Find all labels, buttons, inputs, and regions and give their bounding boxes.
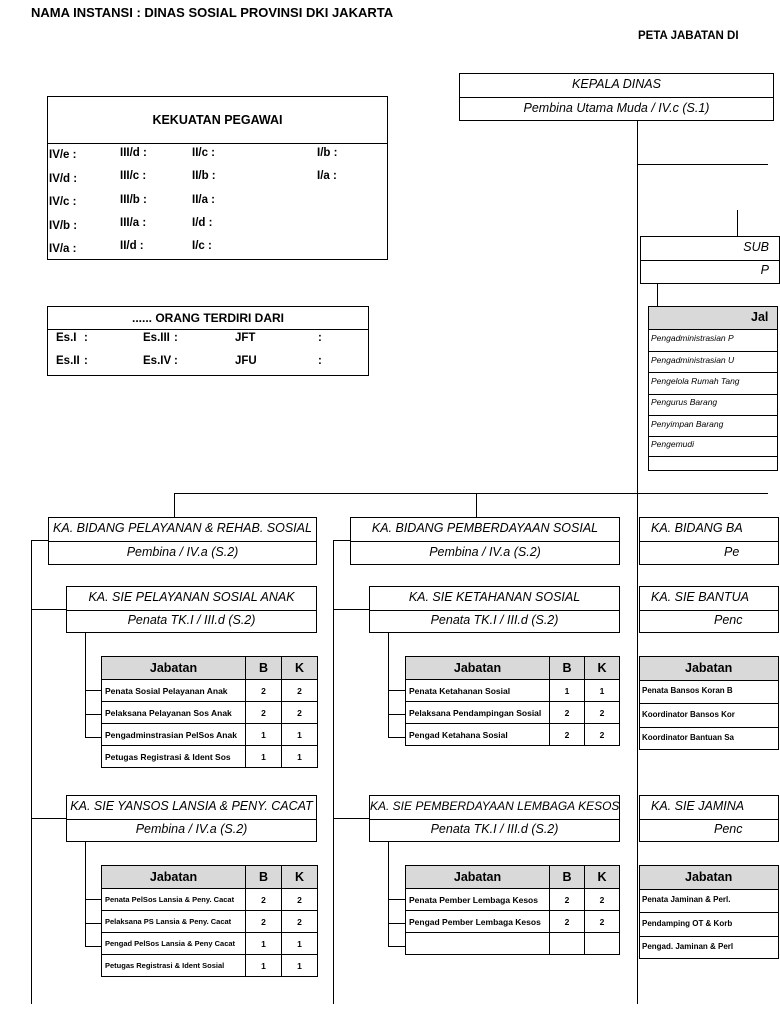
divider <box>649 351 777 352</box>
bidang-title: KA. BIDANG PELAYANAN & REHAB. SOSIAL <box>53 521 312 535</box>
sie-rank: Penata TK.I / III.d (S.2) <box>430 613 559 627</box>
connector-line <box>333 609 369 610</box>
grade-i-b: I/b : <box>317 147 338 159</box>
sie-rank: Penc <box>714 822 743 836</box>
count-b: 1 <box>246 933 282 955</box>
table-row <box>102 933 318 955</box>
jabatan-name: Pengad Pember Lembaga Kesos <box>406 911 550 933</box>
table-row <box>102 911 318 933</box>
connector-line <box>388 923 405 924</box>
count-b: 2 <box>246 911 282 933</box>
sekretaris-title: SUB <box>743 240 769 254</box>
count-k: 1 <box>585 680 620 702</box>
count-k: 1 <box>282 724 318 746</box>
col-header-jabatan: Jabatan <box>102 657 246 680</box>
connector-line <box>388 714 405 715</box>
count-k: 2 <box>282 911 318 933</box>
divider <box>370 610 619 611</box>
divider <box>649 372 777 373</box>
grade-iii-b: III/b : <box>120 194 147 206</box>
jabatan-table <box>405 656 620 746</box>
count-b: 1 <box>246 724 282 746</box>
jabatan-name: Penata Ketahanan Sosial <box>406 680 550 702</box>
connector-line <box>388 690 405 691</box>
bidang-rank: Pembina / IV.a (S.2) <box>126 545 239 559</box>
colon: : <box>174 332 178 344</box>
col-header-k: K <box>282 866 318 889</box>
jabatan-name: Penata Sosial Pelayanan Anak <box>102 680 246 702</box>
connector-line <box>637 164 768 165</box>
connector-line <box>85 841 86 947</box>
sie-rank: Penc <box>714 613 743 627</box>
kekuatan-pegawai-title: KEKUATAN PEGAWAI <box>48 97 387 144</box>
list-item: Pengelola Rumah Tang <box>651 376 740 386</box>
count-b: 1 <box>246 746 282 768</box>
sie-ketahanan-sosial-box <box>369 586 620 633</box>
divider <box>67 610 316 611</box>
sie-jaminan-box <box>639 795 779 842</box>
count-b: 1 <box>246 955 282 977</box>
col-header-b: B <box>246 866 282 889</box>
es-ii-label: Es.II <box>56 355 80 367</box>
grade-ii-d: II/d : <box>120 240 144 252</box>
connector-line <box>333 818 369 819</box>
connector-line <box>388 946 405 947</box>
table-row <box>406 911 620 933</box>
count-k: 2 <box>282 702 318 724</box>
jabatan-name: Petugas Registrasi & Ident Sosial <box>102 955 246 977</box>
jabatan-name: Pelaksana Pelayanan Sos Anak <box>102 702 246 724</box>
table-header <box>649 307 777 330</box>
table-row <box>102 889 318 911</box>
grade-i-d: I/d : <box>192 217 213 229</box>
jabatan-name: Penata PelSos Lansia & Peny. Cacat <box>102 889 246 911</box>
connector-line <box>388 841 389 947</box>
jabatan-name: Pendamping OT & Korb <box>642 919 733 928</box>
es-iii-label: Es.III <box>143 332 170 344</box>
jabatan-table <box>405 865 620 955</box>
table-row <box>406 933 620 955</box>
table-row <box>102 955 318 977</box>
divider <box>641 260 779 261</box>
chart-title: PETA JABATAN DI <box>638 30 739 42</box>
kepala-dinas-box <box>459 73 774 121</box>
count-k: 2 <box>585 889 620 911</box>
connector-line <box>476 493 477 517</box>
jabatan-name: Koordinator Bansos Kor <box>642 710 735 719</box>
sekretaris-box <box>640 236 780 284</box>
institution-name: NAMA INSTANSI : DINAS SOSIAL PROVINSI DKI JAKARTA <box>31 5 394 20</box>
bidang-title: KA. BIDANG BA <box>651 521 743 535</box>
col-header-k: K <box>585 866 620 889</box>
jabatan-table <box>639 656 779 750</box>
colon: : <box>84 332 88 344</box>
jabatan-name: Penata Jaminan & Perl. <box>642 895 731 904</box>
sie-rank: Penata TK.I / III.d (S.2) <box>430 822 559 836</box>
divider <box>640 936 778 937</box>
count-k <box>585 933 620 955</box>
connector-line <box>388 899 405 900</box>
jabatan-name <box>406 933 550 955</box>
connector-line <box>85 946 101 947</box>
connector-line <box>85 899 101 900</box>
connector-line <box>85 923 101 924</box>
jabatan-header: Jal <box>751 310 769 324</box>
count-k: 2 <box>282 889 318 911</box>
count-b <box>550 933 585 955</box>
grade-iv-c: IV/c : <box>49 196 77 208</box>
table-row <box>102 680 318 702</box>
bidang-rank: Pembina / IV.a (S.2) <box>429 545 541 559</box>
jfu-label: JFU <box>235 355 257 367</box>
list-item: Pengadministrasian P <box>651 333 734 343</box>
bidang-rank: Pe <box>724 545 740 559</box>
grade-iv-b: IV/b : <box>49 220 78 232</box>
grade-ii-a: II/a : <box>192 194 216 206</box>
jabatan-name: Petugas Registrasi & Ident Sos <box>102 746 246 768</box>
count-k: 1 <box>282 933 318 955</box>
bidang-title: KA. BIDANG PEMBERDAYAAN SOSIAL <box>371 521 599 535</box>
table-row <box>406 724 620 746</box>
colon: : <box>174 355 178 367</box>
divider <box>649 394 777 395</box>
jabatan-name: Pengad Ketahana Sosial <box>406 724 550 746</box>
jabatan-name: Pengadminstrasian PelSos Anak <box>102 724 246 746</box>
table-row <box>406 680 620 702</box>
count-k: 1 <box>282 955 318 977</box>
connector-line <box>737 210 738 237</box>
connector-line <box>31 609 67 610</box>
sie-title: KA. SIE PELAYANAN SOSIAL ANAK <box>88 590 295 604</box>
jabatan-table <box>639 865 779 959</box>
connector-line <box>333 540 350 541</box>
jabatan-name: Penata Bansos Koran B <box>642 686 733 695</box>
table-header-row <box>102 866 318 889</box>
divider <box>640 912 778 913</box>
table-header <box>640 866 778 890</box>
divider <box>640 610 778 611</box>
bidang-pelayanan-box <box>48 517 317 565</box>
grade-iv-e: IV/e : <box>49 149 77 161</box>
connector-line <box>85 714 101 715</box>
count-b: 2 <box>246 680 282 702</box>
connector-line <box>85 690 101 691</box>
grade-iii-d: III/d : <box>120 147 147 159</box>
jabatan-name: Penata Pember Lembaga Kesos <box>406 889 550 911</box>
sie-title: KA. SIE JAMINA <box>651 799 745 813</box>
sie-rank: Penata TK.I / III.d (S.2) <box>127 613 256 627</box>
divider <box>49 541 316 542</box>
table-row <box>406 889 620 911</box>
connector-line <box>388 737 405 738</box>
connector-line <box>31 540 48 541</box>
bidang-pemberdayaan-box <box>350 517 620 565</box>
divider <box>640 819 778 820</box>
count-k: 2 <box>585 724 620 746</box>
col-header-b: B <box>550 657 585 680</box>
count-b: 2 <box>550 889 585 911</box>
es-i-label: Es.I <box>56 332 77 344</box>
col-header-b: B <box>550 866 585 889</box>
sekretariat-jabatan-table <box>648 306 778 471</box>
list-item: Pengurus Barang <box>651 397 718 407</box>
divider <box>649 436 777 437</box>
divider <box>640 727 778 728</box>
table-header-row <box>406 866 620 889</box>
count-k: 2 <box>585 911 620 933</box>
jabatan-table <box>101 865 318 977</box>
es-iv-label: Es.IV <box>143 355 172 367</box>
grade-i-a: I/a : <box>317 170 337 182</box>
sie-title: KA. SIE PEMBERDAYAAN LEMBAGA KESOS <box>370 799 620 813</box>
grade-iii-a: III/a : <box>120 217 147 229</box>
table-row <box>102 746 318 768</box>
orang-terdiri-box <box>47 306 369 376</box>
sie-title: KA. SIE BANTUA <box>651 590 749 604</box>
connector-line <box>85 737 101 738</box>
orang-terdiri-title: ...... ORANG TERDIRI DARI <box>48 307 368 330</box>
colon: : <box>318 332 322 344</box>
grade-iv-a: IV/a : <box>49 243 77 255</box>
connector-line <box>637 120 638 1004</box>
colon: : <box>84 355 88 367</box>
count-b: 2 <box>550 724 585 746</box>
divider <box>649 456 777 457</box>
col-header-jabatan: Jabatan <box>685 870 733 884</box>
table-header-row <box>102 657 318 680</box>
divider <box>649 415 777 416</box>
kepala-dinas-rank: Pembina Utama Muda / IV.c (S.1) <box>523 101 710 115</box>
list-item: Pengemudi <box>651 439 695 449</box>
table-row <box>102 724 318 746</box>
sie-pelayanan-anak-box <box>66 586 317 633</box>
list-item: Pengadministrasian U <box>651 355 735 365</box>
count-b: 2 <box>550 911 585 933</box>
kekuatan-pegawai-box <box>47 96 388 260</box>
count-k: 1 <box>282 746 318 768</box>
list-item: Penyimpan Barang <box>651 419 724 429</box>
jabatan-name: Pengad. Jaminan & Perl <box>642 942 734 951</box>
grade-ii-b: II/b : <box>192 170 216 182</box>
count-b: 2 <box>246 889 282 911</box>
col-header-jabatan: Jabatan <box>406 866 550 889</box>
jabatan-name: Koordinator Bantuan Sa <box>642 733 735 742</box>
grade-i-c: I/c : <box>192 240 212 252</box>
connector-line <box>174 493 768 494</box>
jabatan-name: Pengad PelSos Lansia & Peny Cacat <box>102 933 246 955</box>
count-b: 2 <box>550 702 585 724</box>
connector-line <box>85 632 86 738</box>
jabatan-name: Pelaksana Pendampingan Sosial <box>406 702 550 724</box>
count-b: 1 <box>550 680 585 702</box>
connector-line <box>31 818 67 819</box>
count-k: 2 <box>585 702 620 724</box>
bidang-bantuan-box <box>639 517 779 565</box>
col-header-jabatan: Jabatan <box>406 657 550 680</box>
table-row <box>406 702 620 724</box>
table-row <box>102 702 318 724</box>
table-header-row <box>406 657 620 680</box>
grade-iv-d: IV/d : <box>49 173 78 185</box>
sekretaris-rank: P <box>760 263 769 277</box>
connector-line <box>388 632 389 738</box>
count-k: 2 <box>282 680 318 702</box>
jft-label: JFT <box>235 332 256 344</box>
grade-iii-c: III/c : <box>120 170 147 182</box>
col-header-b: B <box>246 657 282 680</box>
table-header <box>640 657 778 681</box>
divider <box>370 819 619 820</box>
divider <box>460 97 773 98</box>
col-header-jabatan: Jabatan <box>685 661 733 675</box>
connector-line <box>174 493 175 517</box>
grade-ii-c: II/c : <box>192 147 216 159</box>
jabatan-name: Pelaksana PS Lansia & Peny. Cacat <box>102 911 246 933</box>
divider <box>67 819 316 820</box>
sie-rank: Pembina / IV.a (S.2) <box>135 822 248 836</box>
col-header-k: K <box>282 657 318 680</box>
sie-title: KA. SIE YANSOS LANSIA & PENY. CACAT <box>70 799 313 813</box>
kepala-dinas-title: KEPALA DINAS <box>572 77 661 91</box>
col-header-k: K <box>585 657 620 680</box>
sie-title: KA. SIE KETAHANAN SOSIAL <box>408 590 581 604</box>
sie-yansos-lansia-box <box>66 795 317 842</box>
divider <box>640 541 778 542</box>
divider <box>640 703 778 704</box>
sie-pemberdayaan-lembaga-box <box>369 795 620 842</box>
count-b: 2 <box>246 702 282 724</box>
colon: : <box>318 355 322 367</box>
divider <box>351 541 619 542</box>
sie-bantuan-box <box>639 586 779 633</box>
col-header-jabatan: Jabatan <box>102 866 246 889</box>
jabatan-table <box>101 656 318 768</box>
